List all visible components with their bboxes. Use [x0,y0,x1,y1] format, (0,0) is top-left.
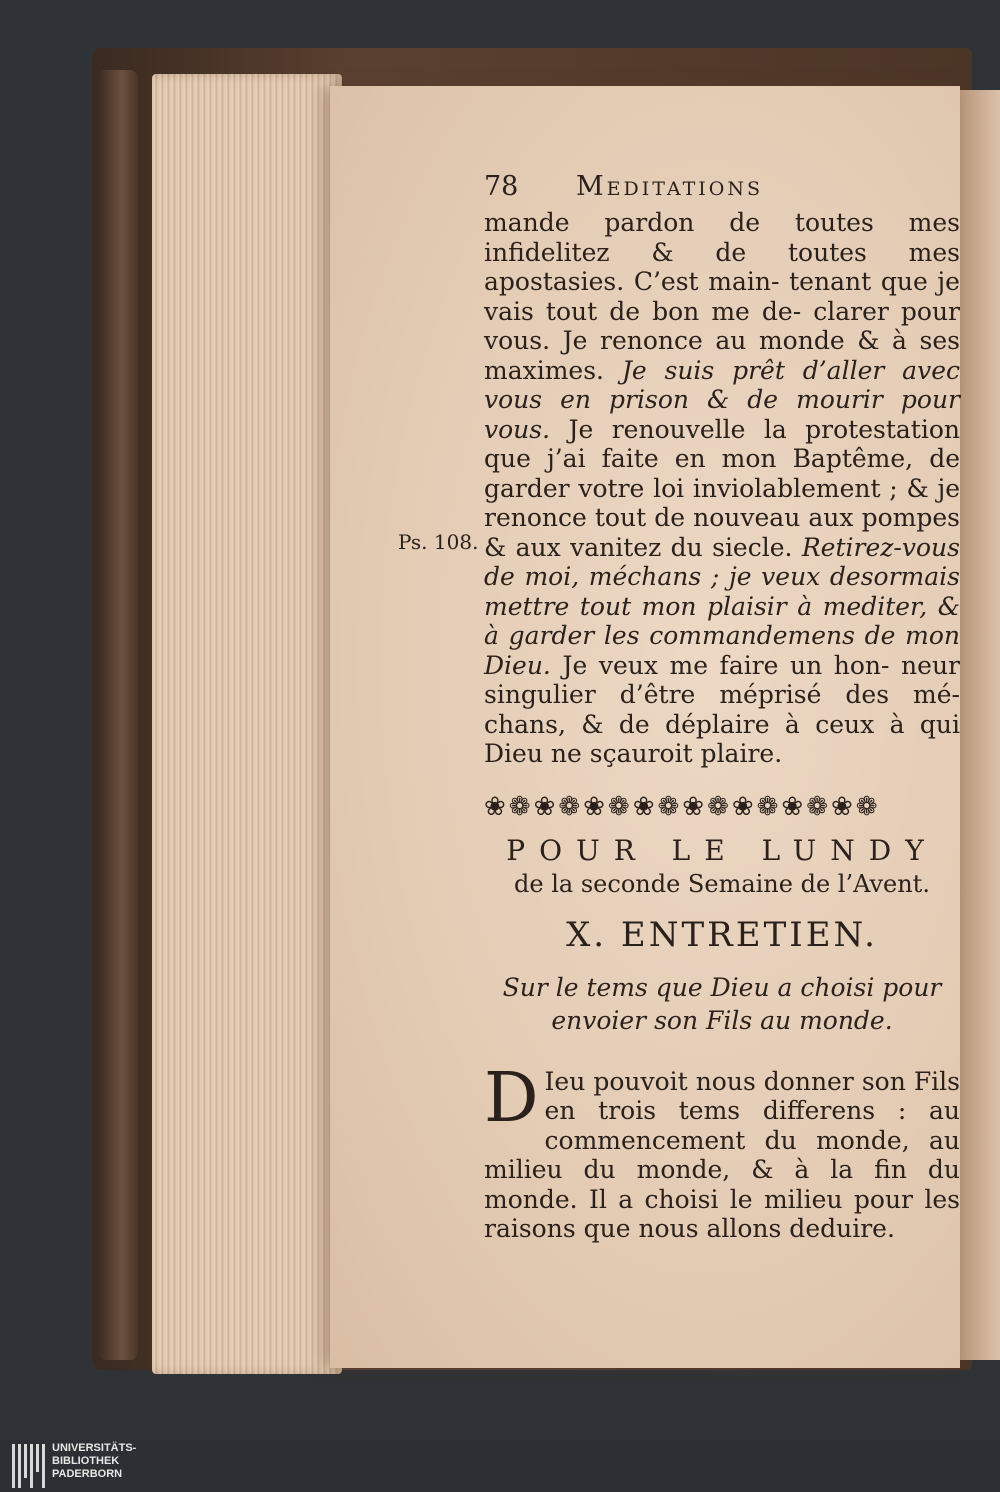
library-footer [0,1440,1000,1492]
library-name-line: BIBLIOTHEK [52,1455,120,1467]
text-line: chans, & de déplaire à ceux à qui Dieu [484,709,960,768]
drop-cap: D [484,1058,539,1138]
day-title: POUR LE LUNDY [506,834,938,867]
text-line: & de toutes mes apostasies. C’est main- [484,237,960,296]
running-head: Meditations [576,171,763,202]
page-text [484,172,960,1244]
page-number: 78 [484,171,519,202]
entretien-subject: Sur le tems que Dieu a choisi pour envoier son Fils au monde. [502,972,942,1035]
entretien-heading: X. ENTRETIEN. [566,915,878,955]
text-line: ne sçauroit plaire. [550,739,783,768]
text-line: siecle. [712,532,802,562]
text-line: nouveau aux pompes & aux vanitez du [484,503,960,562]
text-line: Je renouvelle la protestation que j’ai faite [484,414,960,473]
paragraph-opening [484,1058,960,1244]
library-name-line: UNIVERSITÄTS- [52,1442,137,1454]
text-line: inviolablement ; & je renonce tout de [484,473,961,532]
italic-quote: Je suis prêt d’aller avec vous en prison & de mourir pour vous. [484,355,960,444]
library-name [52,1442,136,1481]
page-header [484,172,960,206]
text-line: neur singulier d’être méprisé des mé- [484,650,960,709]
text-line: & à ses maximes. [484,326,960,385]
facing-page-edge [960,90,1000,1360]
day-subtitle: de la seconde Semaine de l’Avent. [514,869,930,898]
text-line: en mon Baptême, de garder votre loi [484,444,960,503]
italic-quote: Retirez-vous de moi, méchans ; je veux desormais mettre tout mon plaisir à mediter, & à garder les commandemens de mon Dieu. [484,532,960,680]
ornament-band: ❀❁❀❁❀❁❀❁❀❁❀❁❀❁❀❁ [484,792,881,822]
text-line: tenant que je vais tout de bon me de- [484,267,960,326]
page-edges [152,74,342,1374]
book-spine [98,70,138,1360]
margin-reference: Ps. 108. [398,530,479,554]
paragraph-text: Ieu pouvoit nous donner son Fils en trois tems differens : au commencement du monde, au milieu du monde, & à la fin du monde. Il a choisi le milieu pour les raisons que nous allons deduire. [484,1066,960,1243]
text-line: mande pardon de toutes mes infidelitez [484,208,960,267]
library-logo-icon [12,1444,45,1488]
text-line: clarer pour vous. Je renonce au monde [484,296,960,355]
library-name-line: PADERBORN [52,1468,123,1480]
paragraph-continued [484,208,960,769]
text-line: Je veux me faire un hon- [550,650,890,680]
